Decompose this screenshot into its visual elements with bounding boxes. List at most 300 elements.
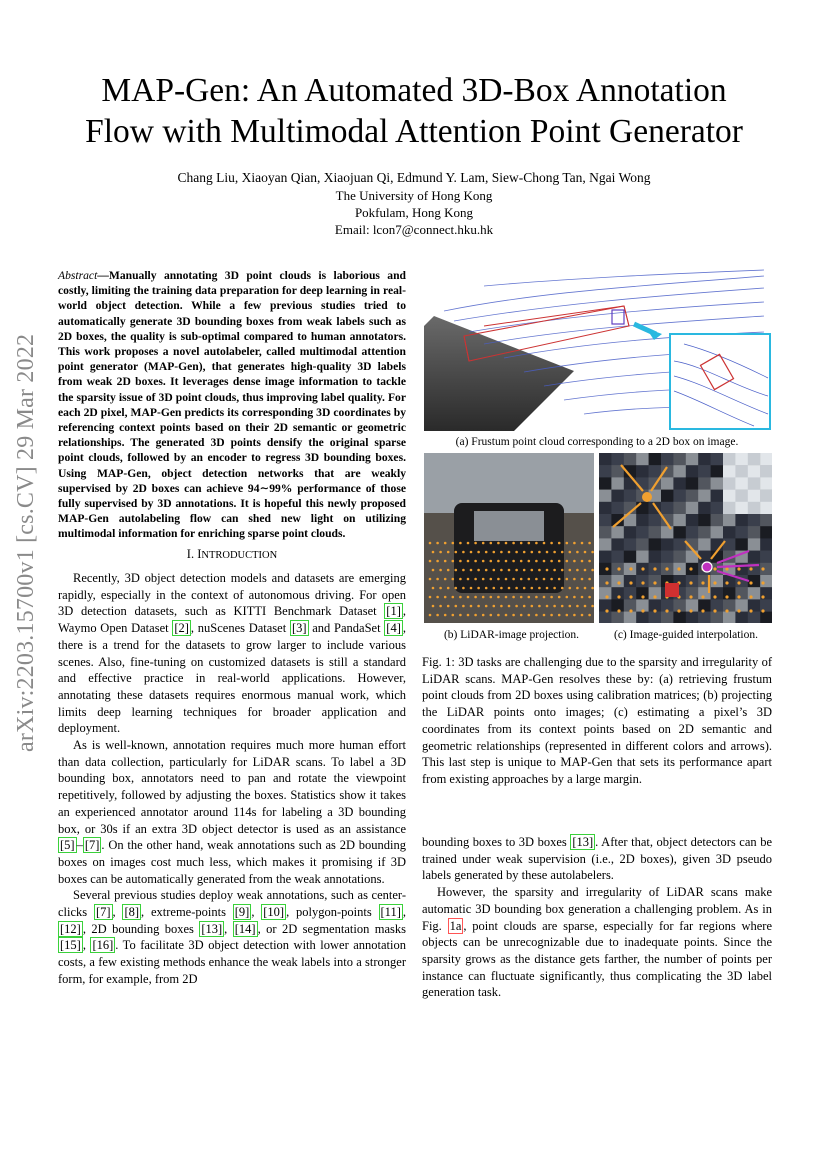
lidar-point bbox=[546, 551, 549, 554]
image-pixel bbox=[686, 477, 699, 489]
lidar-point bbox=[561, 587, 564, 590]
lidar-point bbox=[538, 551, 541, 554]
lidar-point bbox=[432, 605, 435, 608]
image-pixel bbox=[748, 477, 761, 489]
abstract-body: —Manually annotating 3D point clouds is laborious and costly, limiting the training data preparation for deep learning in real-world object detection. While a few previous studies tried to automatically generate 3D bounding boxes from weak labels such as 2D boxes, the quality is sub-optimal compared to human annotators. This work proposes a novel autolabeler, called multimodal attention point generator (MAP-Gen), that generates high-quality 3D labels from weak 2D boxes. It leverages dense image information to tackle the sparsity issue of 3D point clouds, thus improving label quality. For each 2D pixel, MAP-Gen predicts its corresponding 3D coordinates by referencing context points based on their 2D semantic or geometric relationships. The generated 3D points densify the original sparse point clouds, followed by an encoder to regress 3D bounding boxes. Using MAP-Gen, object detection networks that are weakly supervised by 2D boxes can achieve 94∼99% performance of those fully supervised by 3D annotations. It is hopeful this newly proposed MAP-Gen autolabeling flow can shed new light on utilizing multimodal information for enriching sparse point clouds. bbox=[58, 269, 406, 541]
lidar-point bbox=[493, 605, 496, 608]
image-pixel bbox=[673, 502, 686, 514]
image-pixel bbox=[711, 526, 724, 538]
lidar-point bbox=[497, 560, 500, 563]
context-point bbox=[689, 567, 692, 570]
context-point bbox=[617, 567, 620, 570]
lidar-point bbox=[512, 614, 515, 617]
lidar-point bbox=[528, 596, 531, 599]
lidar-point bbox=[467, 578, 470, 581]
lidar-point bbox=[439, 587, 442, 590]
lidar-point bbox=[588, 560, 591, 563]
citation-link[interactable]: [16] bbox=[92, 938, 114, 953]
lidar-point bbox=[436, 614, 439, 617]
image-pixel bbox=[698, 514, 711, 526]
lidar-point bbox=[550, 578, 553, 581]
lidar-point bbox=[432, 569, 435, 572]
lidar-point bbox=[432, 587, 435, 590]
lidar-point bbox=[459, 614, 462, 617]
image-pixel bbox=[723, 453, 736, 465]
image-pixel bbox=[673, 465, 686, 477]
citation-link[interactable]: [13] bbox=[572, 835, 594, 849]
image-pixel bbox=[599, 612, 612, 623]
context-point bbox=[689, 609, 692, 612]
context-point bbox=[701, 581, 704, 584]
lidar-point bbox=[482, 578, 485, 581]
context-point bbox=[737, 567, 740, 570]
lidar-point bbox=[485, 587, 488, 590]
image-pixel bbox=[686, 514, 699, 526]
image-pixel bbox=[661, 538, 674, 550]
arxiv-stamp: arXiv:2203.15700v1 [cs.CV] 29 Mar 2022 bbox=[13, 333, 39, 752]
citation-link[interactable]: [1] bbox=[386, 604, 401, 619]
image-pixel bbox=[748, 599, 761, 611]
image-pixel bbox=[611, 490, 624, 502]
lidar-point bbox=[508, 587, 511, 590]
image-pixel bbox=[599, 514, 612, 526]
context-point bbox=[605, 581, 608, 584]
context-point bbox=[737, 595, 740, 598]
image-pixel bbox=[748, 502, 761, 514]
lidar-point bbox=[569, 587, 572, 590]
citation-link[interactable]: [7] bbox=[95, 905, 111, 920]
lidar-point bbox=[470, 605, 473, 608]
image-pixel bbox=[636, 612, 649, 623]
lidar-point bbox=[573, 596, 576, 599]
lidar-point bbox=[477, 605, 480, 608]
lidar-point bbox=[553, 551, 556, 554]
context-point bbox=[617, 581, 620, 584]
image-pixel bbox=[673, 526, 686, 538]
image-pixel bbox=[624, 538, 637, 550]
context-point bbox=[653, 567, 656, 570]
context-point bbox=[725, 609, 728, 612]
image-pixel bbox=[735, 502, 748, 514]
image-pixel bbox=[599, 538, 612, 550]
image-pixel bbox=[649, 551, 662, 563]
lidar-point bbox=[474, 596, 477, 599]
citation-link[interactable]: [10] bbox=[263, 905, 285, 920]
lidar-point bbox=[490, 578, 493, 581]
lidar-point bbox=[543, 560, 546, 563]
lidar-point bbox=[566, 560, 569, 563]
citation-link[interactable]: [9] bbox=[234, 905, 250, 920]
image-pixel bbox=[711, 465, 724, 477]
lidar-point bbox=[485, 569, 488, 572]
context-point bbox=[701, 595, 704, 598]
lidar-point bbox=[561, 551, 564, 554]
lidar-point bbox=[566, 578, 569, 581]
lidar-point bbox=[569, 605, 572, 608]
context-point bbox=[749, 595, 752, 598]
citation-link[interactable]: [2] bbox=[174, 621, 189, 636]
lidar-point bbox=[569, 551, 572, 554]
lidar-point bbox=[436, 560, 439, 563]
image-pixel bbox=[698, 465, 711, 477]
image-pixel bbox=[649, 526, 662, 538]
context-point bbox=[641, 609, 644, 612]
image-pixel bbox=[760, 514, 772, 526]
author-list: Chang Liu, Xiaoyan Qian, Xiaojuan Qi, Edmund Y. Lam, Siew-Chong Tan, Ngai Wong bbox=[177, 170, 651, 185]
image-pixel bbox=[711, 599, 724, 611]
lidar-point bbox=[558, 560, 561, 563]
lidar-point bbox=[553, 569, 556, 572]
image-pixel bbox=[673, 538, 686, 550]
lidar-point bbox=[462, 551, 465, 554]
lidar-point bbox=[588, 596, 591, 599]
lidar-point bbox=[455, 587, 458, 590]
image-pixel bbox=[636, 551, 649, 563]
lidar-point bbox=[436, 596, 439, 599]
caption-b: (b) LiDAR-image projection. bbox=[443, 629, 580, 641]
image-pixel bbox=[748, 612, 761, 623]
lidar-point bbox=[482, 614, 485, 617]
image-pixel bbox=[661, 490, 674, 502]
image-pixel bbox=[599, 563, 612, 575]
context-point bbox=[629, 567, 632, 570]
image-pixel bbox=[624, 612, 637, 623]
image-pixel bbox=[673, 612, 686, 623]
context-point bbox=[701, 609, 704, 612]
lidar-point bbox=[531, 569, 534, 572]
lidar-point bbox=[520, 542, 523, 545]
context-point bbox=[689, 581, 692, 584]
image-pixel bbox=[735, 465, 748, 477]
image-pixel bbox=[760, 490, 772, 502]
image-pixel bbox=[735, 612, 748, 623]
image-pixel bbox=[723, 490, 736, 502]
lidar-point bbox=[566, 614, 569, 617]
context-point bbox=[761, 595, 764, 598]
context-point bbox=[629, 609, 632, 612]
image-pixel bbox=[686, 453, 699, 465]
lidar-point bbox=[512, 542, 515, 545]
lidar-point bbox=[470, 551, 473, 554]
lidar-point bbox=[512, 578, 515, 581]
lidar-point bbox=[543, 542, 546, 545]
context-point bbox=[689, 595, 692, 598]
lidar-point bbox=[485, 551, 488, 554]
image-pixel bbox=[698, 538, 711, 550]
lidar-point bbox=[520, 596, 523, 599]
lidar-point bbox=[444, 542, 447, 545]
lidar-point bbox=[455, 569, 458, 572]
image-pixel bbox=[673, 490, 686, 502]
image-pixel bbox=[748, 514, 761, 526]
figure-1a-frustum-point-cloud bbox=[424, 266, 772, 431]
context-point bbox=[641, 581, 644, 584]
lidar-point bbox=[553, 605, 556, 608]
image-pixel bbox=[611, 538, 624, 550]
lidar-point bbox=[490, 560, 493, 563]
image-pixel bbox=[686, 490, 699, 502]
image-pixel bbox=[711, 587, 724, 599]
image-pixel bbox=[624, 526, 637, 538]
lidar-point bbox=[505, 614, 508, 617]
image-pixel bbox=[661, 526, 674, 538]
image-pixel bbox=[624, 453, 637, 465]
context-point bbox=[713, 567, 716, 570]
image-pixel bbox=[735, 477, 748, 489]
lidar-point bbox=[490, 614, 493, 617]
lidar-point bbox=[588, 578, 591, 581]
image-pixel bbox=[760, 526, 772, 538]
lidar-point bbox=[452, 614, 455, 617]
context-point bbox=[653, 595, 656, 598]
image-pixel bbox=[735, 526, 748, 538]
lidar-point bbox=[581, 614, 584, 617]
image-pixel bbox=[723, 514, 736, 526]
lidar-point bbox=[591, 605, 594, 608]
lidar-point bbox=[467, 596, 470, 599]
context-point bbox=[749, 581, 752, 584]
title-line-1: MAP-Gen: An Automated 3D-Box Annotation bbox=[101, 72, 727, 109]
lidar-point bbox=[558, 578, 561, 581]
lidar-point bbox=[523, 569, 526, 572]
lidar-point bbox=[538, 587, 541, 590]
image-pixel bbox=[624, 477, 637, 489]
lidar-point bbox=[508, 605, 511, 608]
lidar-point bbox=[459, 578, 462, 581]
lidar-point bbox=[490, 542, 493, 545]
image-pixel bbox=[735, 453, 748, 465]
lidar-point bbox=[584, 605, 587, 608]
image-pixel bbox=[636, 575, 649, 587]
lidar-point bbox=[546, 587, 549, 590]
citation-link[interactable]: [15] bbox=[60, 938, 81, 953]
image-pixel bbox=[661, 453, 674, 465]
lidar-point bbox=[455, 605, 458, 608]
lidar-point bbox=[543, 596, 546, 599]
image-pixel bbox=[599, 502, 612, 514]
lidar-point bbox=[485, 605, 488, 608]
citation-link[interactable]: [8] bbox=[124, 905, 140, 920]
lidar-point bbox=[467, 542, 470, 545]
image-pixel bbox=[760, 538, 772, 550]
image-pixel bbox=[760, 502, 772, 514]
image-pixel bbox=[649, 514, 662, 526]
image-pixel bbox=[686, 465, 699, 477]
lidar-point bbox=[573, 542, 576, 545]
lidar-point bbox=[452, 596, 455, 599]
image-pixel bbox=[711, 612, 724, 623]
image-pixel bbox=[649, 465, 662, 477]
lidar-point bbox=[459, 542, 462, 545]
citation-link[interactable]: [12] bbox=[60, 921, 81, 936]
lidar-point bbox=[558, 614, 561, 617]
lidar-point bbox=[535, 614, 538, 617]
image-pixel bbox=[611, 612, 624, 623]
lidar-point bbox=[459, 560, 462, 563]
image-pixel bbox=[624, 551, 637, 563]
lidar-point bbox=[535, 596, 538, 599]
image-pixel bbox=[673, 477, 686, 489]
image-pixel bbox=[649, 575, 662, 587]
lidar-point bbox=[538, 569, 541, 572]
intro-right-column bbox=[422, 834, 772, 1001]
image-pixel bbox=[748, 465, 761, 477]
citation-link[interactable]: [7] bbox=[84, 838, 100, 853]
citation-link[interactable]: [13] bbox=[201, 921, 223, 936]
lidar-point bbox=[584, 587, 587, 590]
lidar-point bbox=[535, 542, 538, 545]
lidar-point bbox=[444, 560, 447, 563]
citation-link[interactable]: [14] bbox=[234, 921, 256, 936]
lidar-point bbox=[553, 587, 556, 590]
image-pixel bbox=[723, 477, 736, 489]
context-point bbox=[761, 581, 764, 584]
lidar-point bbox=[452, 542, 455, 545]
image-pixel bbox=[735, 538, 748, 550]
lidar-point bbox=[528, 578, 531, 581]
lidar-point bbox=[497, 542, 500, 545]
lidar-point bbox=[512, 596, 515, 599]
context-point bbox=[605, 609, 608, 612]
lidar-point bbox=[523, 605, 526, 608]
image-pixel bbox=[711, 514, 724, 526]
lidar-point bbox=[566, 596, 569, 599]
lidar-point bbox=[447, 587, 450, 590]
context-point bbox=[653, 609, 656, 612]
image-pixel bbox=[711, 477, 724, 489]
lidar-point bbox=[531, 551, 534, 554]
lidar-point bbox=[439, 551, 442, 554]
lidar-point bbox=[535, 560, 538, 563]
lidar-point bbox=[561, 605, 564, 608]
lidar-point bbox=[576, 587, 579, 590]
context-point bbox=[641, 567, 644, 570]
lidar-point bbox=[550, 614, 553, 617]
image-pixel bbox=[698, 490, 711, 502]
lidar-point bbox=[474, 560, 477, 563]
lidar-point bbox=[482, 560, 485, 563]
lidar-point bbox=[436, 578, 439, 581]
image-pixel bbox=[748, 551, 761, 563]
lidar-point bbox=[505, 578, 508, 581]
image-pixel bbox=[611, 502, 624, 514]
lidar-point bbox=[505, 560, 508, 563]
image-pixel bbox=[711, 453, 724, 465]
lidar-point bbox=[543, 614, 546, 617]
image-pixel bbox=[673, 551, 686, 563]
lidar-point bbox=[493, 569, 496, 572]
title-line-2: Flow with Multimodal Attention Point Generator bbox=[85, 113, 743, 150]
image-pixel bbox=[723, 465, 736, 477]
lidar-point bbox=[588, 542, 591, 545]
lidar-point bbox=[470, 587, 473, 590]
image-pixel bbox=[698, 502, 711, 514]
lidar-point bbox=[455, 551, 458, 554]
lidar-point bbox=[520, 560, 523, 563]
citation-link[interactable]: [5] bbox=[60, 838, 75, 853]
lidar-point bbox=[429, 596, 432, 599]
lidar-point bbox=[515, 569, 518, 572]
context-point bbox=[737, 581, 740, 584]
image-pixel bbox=[735, 599, 748, 611]
image-pixel bbox=[599, 551, 612, 563]
lidar-point bbox=[515, 587, 518, 590]
lidar-point bbox=[462, 605, 465, 608]
intro-paragraph-1: Recently, 3D object detection models and datasets are emerging rapidly, especially in the context of autonomous driving. For open 3D detection datasets, such as KITTI Benchmark Dataset [1] , Waymo Open Dataset [2] , nuScenes Dataset [3] and PandaSet [4] , there is a trend for the datasets to grow larger to include various scenes. Also, fine-tuning on customized datasets is still a standard and effective practice in real-world applications. However, annotating these datasets requires enormous manual work, which limits deep learning techniques for broader application and deployment. bbox=[58, 571, 406, 736]
lidar-point bbox=[566, 542, 569, 545]
figure-caption: Fig. 1: 3D tasks are challenging due to the sparsity and irregularity of LiDAR scans. MAP-Gen resolves these by: (a) retrieving frustum point clouds from 2D boxes using calibration matrices; (b) projecting the LiDAR points onto images; (c) estimating a pixel’s 3D coordinates from its context points based on 2D semantic and geometric relationships (represented in different colors and arrows). This last step is unique to MAP-Gen that sets its performance apart from existing approaches by a large margin. bbox=[422, 655, 772, 786]
image-pixel bbox=[686, 575, 699, 587]
context-point bbox=[653, 581, 656, 584]
lidar-point bbox=[436, 542, 439, 545]
lidar-point bbox=[591, 587, 594, 590]
citation-link[interactable]: [4] bbox=[386, 621, 401, 636]
image-pixel bbox=[636, 538, 649, 550]
context-point bbox=[725, 581, 728, 584]
lidar-point bbox=[462, 587, 465, 590]
location: Pokfulam, Hong Kong bbox=[354, 205, 474, 220]
image-pixel bbox=[649, 453, 662, 465]
image-pixel bbox=[599, 526, 612, 538]
lidar-point bbox=[573, 614, 576, 617]
lidar-point bbox=[500, 605, 503, 608]
intro-left-column bbox=[58, 570, 406, 988]
context-point bbox=[713, 609, 716, 612]
lidar-point bbox=[493, 551, 496, 554]
image-pixel bbox=[723, 587, 736, 599]
section-heading: I. INTRODUCTION bbox=[186, 547, 278, 561]
lidar-point bbox=[576, 551, 579, 554]
lidar-point bbox=[439, 569, 442, 572]
lidar-point bbox=[497, 614, 500, 617]
lidar-point bbox=[550, 560, 553, 563]
lidar-point bbox=[508, 569, 511, 572]
caption-c: (c) Image-guided interpolation. bbox=[613, 629, 758, 641]
lidar-point bbox=[474, 542, 477, 545]
image-pixel bbox=[636, 514, 649, 526]
lidar-point bbox=[447, 551, 450, 554]
lidar-point bbox=[505, 596, 508, 599]
image-pixel bbox=[760, 453, 772, 465]
citation-link[interactable]: [3] bbox=[291, 621, 307, 636]
intro-right-paragraph-1: bounding boxes to 3D boxes [13] . After that, object detectors can be trained under weak supervision (i.e., 2D boxes), given 3D pseudo labels generated by these autolabelers. bbox=[422, 835, 772, 883]
image-pixel bbox=[599, 477, 612, 489]
context-point bbox=[605, 567, 608, 570]
image-pixel bbox=[611, 575, 624, 587]
image-pixel bbox=[636, 465, 649, 477]
image-pixel bbox=[686, 502, 699, 514]
image-pixel bbox=[599, 599, 612, 611]
lidar-point bbox=[505, 542, 508, 545]
interpolation-image bbox=[599, 453, 772, 623]
intro-paragraph-3: Several previous studies deploy weak annotations, such as center-clicks [7] , [8] , extreme-points [9] , [10] , polygon-points [11] , [12] , 2D bounding boxes [13] , [14] , or 2D segmentation masks [15] , [16] . To facilitate 3D object detection with lower annotation costs, a few existing methods enhance the weak labels into a stronger form, for example, from 2D bbox=[58, 888, 406, 986]
image-pixel bbox=[649, 538, 662, 550]
figure-ref-link[interactable]: 1a bbox=[449, 918, 462, 933]
image-pixel bbox=[760, 465, 772, 477]
image-pixel bbox=[624, 490, 637, 502]
citation-link[interactable]: [11] bbox=[380, 905, 401, 920]
context-point bbox=[665, 567, 668, 570]
context-point bbox=[713, 581, 716, 584]
lidar-point bbox=[470, 569, 473, 572]
lidar-point bbox=[546, 605, 549, 608]
image-pixel bbox=[748, 490, 761, 502]
lidar-point bbox=[546, 569, 549, 572]
context-point bbox=[761, 609, 764, 612]
lidar-point bbox=[490, 596, 493, 599]
lidar-point bbox=[569, 569, 572, 572]
lidar-point bbox=[439, 605, 442, 608]
